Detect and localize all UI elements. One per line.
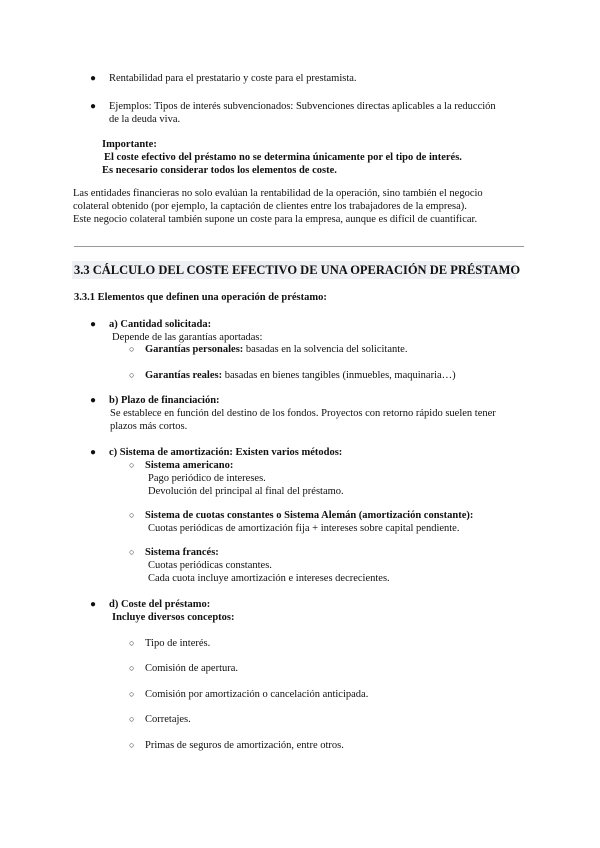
paragraph-line-1: Las entidades financieras no solo evalúan la rentabilidad de la operación, sino también el negocio [73, 188, 483, 199]
circle-marker: ○ [129, 460, 135, 470]
item-a-desc: Depende de las garantías aportadas: [112, 332, 263, 343]
circle-marker: ○ [129, 344, 135, 354]
item-c-title: c) Sistema de amortización: Existen varios métodos: [109, 447, 343, 458]
item-b-title: b) Plazo de financiación: [109, 395, 220, 406]
item-d-concept: Tipo de interés. [145, 638, 211, 649]
item-c-sub-1-line-2: Devolución del principal al final del préstamo. [148, 486, 344, 497]
horizontal-divider [74, 246, 524, 247]
item-d-title: d) Coste del préstamo: [109, 599, 211, 610]
circle-marker: ○ [129, 689, 135, 699]
section-title: 3.3 CÁLCULO DEL COSTE EFECTIVO DE UNA OPERACIÓN DE PRÉSTAMO [74, 263, 521, 277]
item-c-sub-2-title: Sistema de cuotas constantes o Sistema Alemán (amortización constante): [145, 510, 474, 521]
important-line-1: El coste efectivo del préstamo no se determina únicamente por el tipo de interés. [104, 152, 462, 163]
item-d-concept: Corretajes. [145, 714, 191, 725]
item-c-sub-3-line-1: Cuotas periódicas constantes. [148, 560, 272, 571]
item-a-sub-1-text: basadas en la solvencia del solicitante. [243, 344, 408, 355]
item-a-title: a) Cantidad solicitada: [109, 319, 212, 330]
section-subtitle: 3.3.1 Elementos que definen una operación de préstamo: [74, 292, 327, 303]
bullet-marker: ● [90, 101, 97, 112]
item-a-sub-2-label: Garantías reales: [145, 370, 223, 381]
item-a-sub-2-text: basadas en bienes tangibles (inmuebles, maquinaria…) [222, 370, 456, 381]
bullet-marker: ● [90, 447, 97, 458]
bullet-marker: ● [90, 395, 97, 406]
item-a-sub-2 [145, 369, 456, 382]
circle-marker: ○ [129, 714, 135, 724]
item-a-sub-1 [145, 343, 407, 356]
paragraph-line-3: Este negocio colateral también supone un coste para la empresa, aunque es difícil de cuantificar. [73, 214, 478, 225]
circle-marker: ○ [129, 370, 135, 380]
intro-bullet-1: Rentabilidad para el prestatario y coste para el prestamista. [109, 73, 357, 84]
bullet-marker: ● [90, 319, 97, 330]
circle-marker: ○ [129, 740, 135, 750]
item-d-concept: Comisión por amortización o cancelación anticipada. [145, 689, 369, 700]
item-b-desc-line-2: plazos más cortos. [110, 421, 188, 432]
item-c-sub-2-line-1: Cuotas periódicas de amortización fija + intereses sobre capital pendiente. [148, 523, 460, 534]
item-c-sub-1-title: Sistema americano: [145, 460, 234, 471]
paragraph-line-2: colateral obtenido (por ejemplo, la captación de clientes entre los trabajadores de la empresa). [73, 201, 467, 212]
intro-bullet-2-line-1: Ejemplos: Tipos de interés subvencionados: Subvenciones directas aplicables a la reducción [109, 101, 496, 112]
item-d-concept: Comisión de apertura. [145, 663, 239, 674]
circle-marker: ○ [129, 510, 135, 520]
important-line-2: Es necesario considerar todos los elementos de coste. [102, 165, 337, 176]
circle-marker: ○ [129, 663, 135, 673]
important-title: Importante: [102, 139, 157, 150]
item-a-sub-1-label: Garantías personales: [145, 344, 244, 355]
item-d-concept: Primas de seguros de amortización, entre otros. [145, 740, 344, 751]
bullet-marker: ● [90, 599, 97, 610]
bullet-marker: ● [90, 73, 97, 84]
item-c-sub-1-line-1: Pago periódico de intereses. [148, 473, 266, 484]
circle-marker: ○ [129, 638, 135, 648]
circle-marker: ○ [129, 547, 135, 557]
item-b-desc-line-1: Se establece en función del destino de los fondos. Proyectos con retorno rápido suelen tener [110, 408, 496, 419]
item-d-desc: Incluye diversos conceptos: [112, 612, 235, 623]
intro-bullet-2-line-2: de la deuda viva. [109, 114, 181, 125]
item-c-sub-3-line-2: Cada cuota incluye amortización e intereses decrecientes. [148, 573, 390, 584]
item-c-sub-3-title: Sistema francés: [145, 547, 219, 558]
